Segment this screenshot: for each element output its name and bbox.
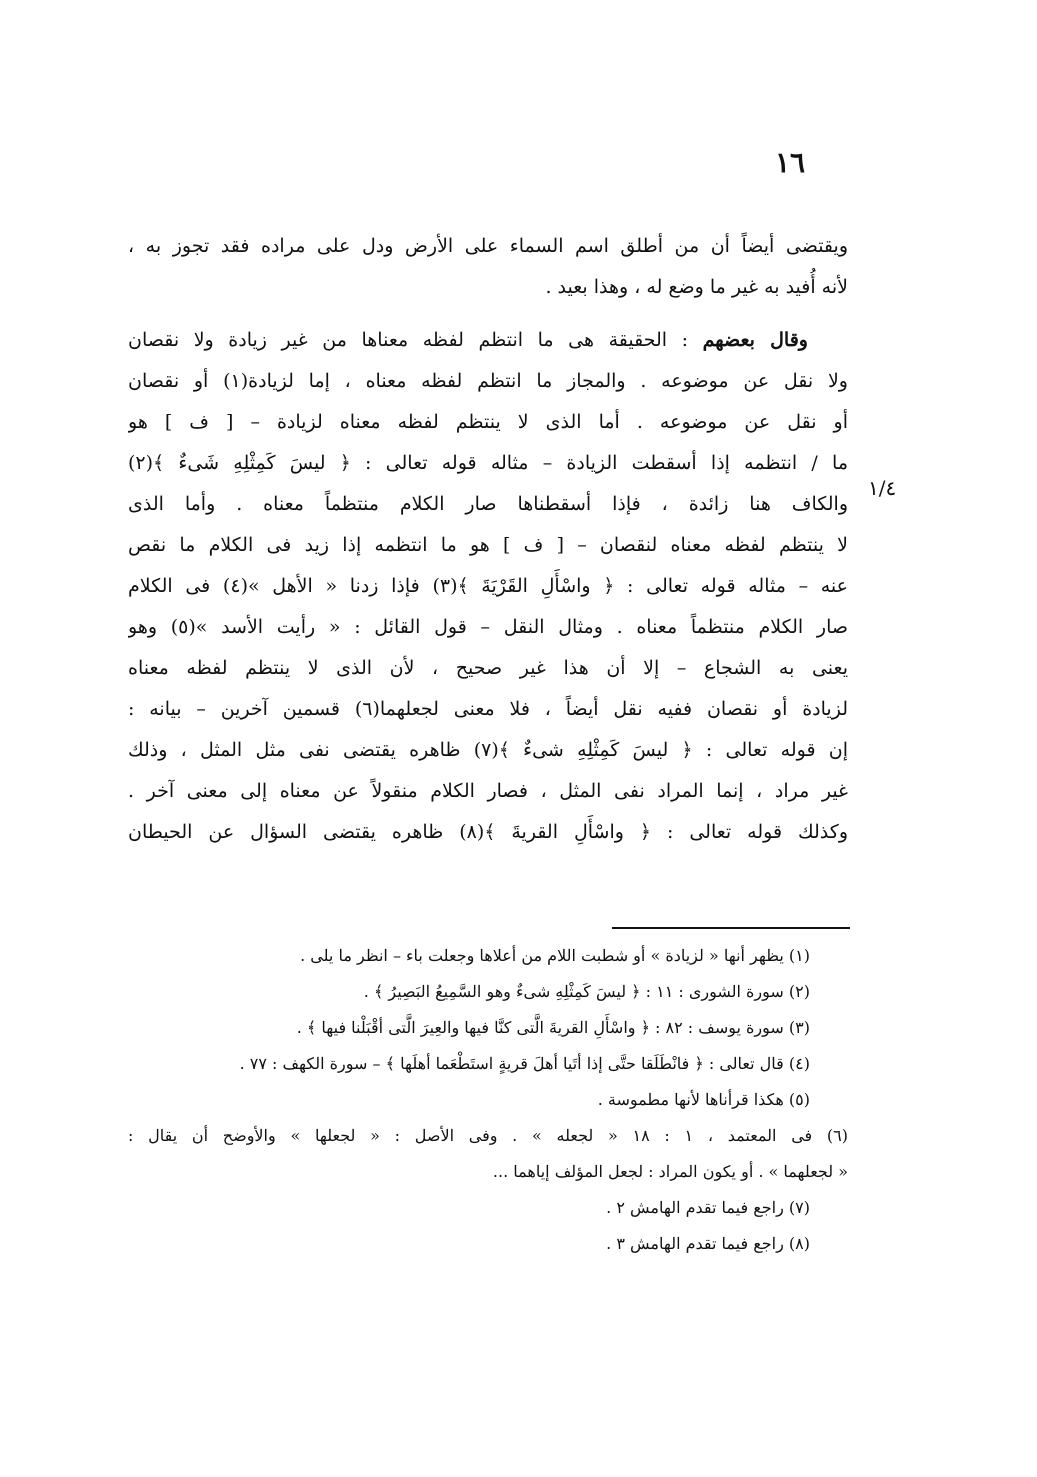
text-line: إن قوله تعالى : ﴿ ليسَ كَمِثْلِهِ شىءٌ ﴾(٧) ظاهره يقتضى نفى مثل المثل ، وذلك — [128, 739, 848, 761]
footnote-5: (٥) هكذا قرأناها لأنها مطموسة . — [597, 1090, 810, 1109]
paragraph-1 — [128, 226, 848, 308]
bold-lead-phrase: وقال بعضهم — [702, 329, 808, 351]
footnote-7: (٧) راجع فيما تقدم الهامش ٢ . — [606, 1198, 810, 1217]
margin-folio-note: ١/٤ — [868, 476, 897, 500]
footnote-1: (١) يظهر أنها « لزيادة » أو شطبت اللام من أعلاها وجعلت باء – انظر ما يلى . — [300, 946, 810, 965]
footnote-2: (٢) سورة الشورى : ١١ : ﴿ ليسَ كَمِثْلِهِ شىءٌ وهو السَّمِيعُ البَصِيرُ ﴾ . — [363, 982, 810, 1001]
text-line: غير مراد ، إنما المراد نفى المثل ، فصار الكلام منقولاً عن معناه إلى معنى آخر . — [128, 780, 848, 802]
text-line: لا ينتظم لفظه معناه لنقصان – [ ف ] هو ما انتظمه إذا زيد فى الكلام ما نقص — [128, 534, 848, 556]
text-line: أو نقل عن موضوعه . أما الذى لا ينتظم لفظه معناه لزيادة – [ ف ] هو — [128, 411, 848, 433]
text-line: لزيادة أو نقصان ففيه نقل أيضاً ، فلا معنى لجعلهما(٦) قسمين آخرين – بيانه : — [128, 698, 848, 720]
footnote-6-continuation: « لجعلهما » . أو يكون المراد : لجعل المؤلف إياهما ... — [492, 1162, 848, 1181]
main-text — [128, 226, 848, 853]
text-line: عنه – مثاله قوله تعالى : ﴿ واسْأَلِ القَرْيَةَ ﴾(٣) فإذا زدنا « الأهل »(٤) فى الكلام — [128, 575, 848, 597]
page-number: ١٦ — [774, 146, 806, 179]
footnotes — [128, 938, 848, 1262]
text-line: وكذلك قوله تعالى : ﴿ واسْأَلِ القريةَ ﴾(٨) ظاهره يقتضى السؤال عن الحيطان — [128, 821, 848, 843]
footnote-separator — [612, 927, 850, 929]
footnote-3: (٣) سورة يوسف : ٨٢ : ﴿ واسْأَلِ القريةَ الَّتى كنَّا فيها والعِيرَ الَّتى أقْبَلْنا فيها ﴾ . — [296, 1018, 810, 1037]
text-line: ولا نقل عن موضوعه . والمجاز ما انتظم لفظه معناه ، إما لزيادة(١) أو نقصان — [128, 370, 848, 392]
text-line: لأنه أُفيد به غير ما وضع له ، وهذا بعيد . — [545, 276, 848, 298]
paragraph-2 — [128, 320, 848, 853]
text-line: يعنى به الشجاع – إلا أن هذا غير صحيح ، لأن الذى لا ينتظم لفظه معناه — [128, 657, 848, 679]
text-line: صار الكلام منتظماً معناه . ومثال النقل – قول القائل : « رأيت الأسد »(٥) وهو — [128, 616, 848, 638]
text-line: والكاف هنا زائدة ، فإذا أسقطناها صار الكلام منتظماً معناه . وأما الذى — [128, 493, 848, 515]
text-line: ويقتضى أيضاً أن من أطلق اسم السماء على الأرض ودل على مراده فقد تجوز به ، — [128, 235, 848, 257]
text-line: ما / انتظمه إذا أسقطت الزيادة – مثاله قوله تعالى : ﴿ ليسَ كَمِثْلِهِ شَىءٌ ﴾(٢) — [128, 452, 848, 474]
footnote-4: (٤) قال تعالى : ﴿ فانْطَلَقا حتَّى إذا أتَيا أهلَ قريةٍ استَطْعَما أهلَها ﴾ – سورة الكهف : ٧٧ . — [239, 1054, 810, 1073]
text-segment: : الحقيقة هى ما انتظم لفظه معناها من غير زيادة ولا نقصان — [128, 329, 703, 351]
footnote-8: (٨) راجع فيما تقدم الهامش ٣ . — [606, 1234, 810, 1253]
footnote-6: (٦) فى المعتمد ، ١ : ١٨ « لجعله » . وفى الأصل : « لجعلها » والأوضح أن يقال : — [128, 1126, 848, 1145]
text-line — [128, 320, 848, 361]
